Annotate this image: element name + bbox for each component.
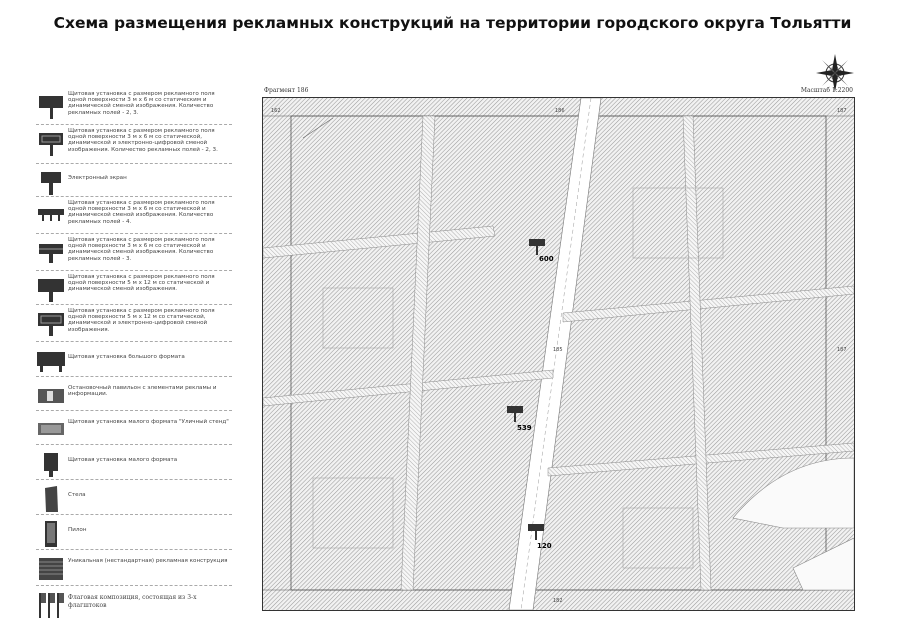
legend-text: Щитовая установка большого формата: [68, 354, 185, 360]
map-header: [262, 86, 855, 96]
legend-item: [36, 411, 232, 445]
legend-text: Остановочный павильон с элементами рекламы и информации.: [68, 385, 217, 398]
map-frame[interactable]: [262, 97, 855, 611]
legend-item: [36, 550, 232, 586]
grid-label: 186: [555, 108, 565, 114]
legend-text: Пилон: [68, 527, 87, 533]
legend-item: [36, 88, 232, 125]
fragment-label: Фрагмент 186: [264, 87, 309, 94]
legend-item: [36, 480, 232, 515]
billboard-3x6-icon: [36, 92, 66, 122]
legend-item: [36, 377, 232, 411]
legend-text: Щитовая установка с размером рекламного поля одной поверхности 3 м х 6 м со статической и динамической сменой изображения. Количество рекламных полей - 4.: [68, 200, 215, 225]
legend-text: Щитовая установка малого формата: [68, 457, 178, 463]
marker-label: 600: [539, 255, 554, 263]
legend-item: [36, 125, 232, 164]
city-format-icon: [36, 415, 66, 445]
legend-text: Щитовая установка с размером рекламного поля одной поверхности 3 м х 6 м со статической, динамической и электронно-цифровой сменой изображения. Количество рекламных полей - 2, 3.: [68, 128, 218, 153]
unique-structure-icon: [36, 554, 66, 584]
electronic-screen-icon: [36, 168, 66, 198]
billboard-3x6-four-icon: [36, 201, 66, 231]
grid-label: 187: [837, 347, 847, 353]
grid-label: 185: [553, 347, 563, 353]
small-format-icon: [36, 449, 66, 479]
legend-text: Электронный экран: [68, 175, 127, 181]
legend: [36, 88, 232, 620]
legend-item: [36, 586, 232, 620]
legend-item: [36, 445, 232, 480]
billboard-3x6-three-icon: [36, 238, 66, 268]
legend-item: [36, 164, 232, 197]
legend-text: Щитовая установка малого формата "Уличный стенд": [68, 419, 229, 425]
grid-label: 162: [271, 108, 281, 114]
large-format-icon: [36, 346, 66, 376]
legend-text: Стела: [68, 492, 86, 498]
legend-text: Щитовая установка с размером рекламного поля одной поверхности 3 м х 6 м со статической и динамической сменой изображения. Количество рекламных полей - 3.: [68, 237, 215, 262]
legend-text: Щитовая установка с размером рекламного поля одной поверхности 5 м х 12 м со статической, динамической и электронно-цифровой сменой изображения.: [68, 308, 215, 333]
legend-text: Уникальная (нестандартная) рекламная конструкция: [68, 558, 228, 564]
pavilion-icon: [36, 381, 66, 411]
billboard-3x6-digital-icon: [36, 129, 66, 159]
legend-text: Щитовая установка с размером рекламного поля одной поверхности 3 м х 6 м со статическим и динамической сменой изображения. Количество рекламных полей - 2, 3.: [68, 91, 215, 116]
legend-item: [36, 342, 232, 377]
grid-label: 182: [553, 598, 563, 604]
legend-item: [36, 271, 232, 305]
stela-icon: [36, 484, 66, 514]
legend-text: Щитовая установка с размером рекламного поля одной поверхности 5 м х 12 м со статической и динамической сменой изображения.: [68, 274, 215, 293]
legend-item: [36, 234, 232, 271]
pylon-icon: [36, 519, 66, 549]
legend-text: Флаговая композиция, состоящая из 3-х флагштоков: [68, 594, 197, 609]
billboard-5x12-icon: [36, 275, 66, 305]
grid-label: 187: [837, 108, 847, 114]
page-title: Схема размещения рекламных конструкций на территории городского округа Тольятти: [53, 14, 852, 32]
legend-item: [36, 197, 232, 234]
map-canvas: [263, 98, 854, 610]
flag-composition-icon: [36, 590, 66, 620]
marker-label: 120: [537, 542, 552, 550]
legend-item: [36, 305, 232, 342]
map-area: [262, 86, 855, 611]
marker-label: 539: [517, 424, 532, 432]
legend-item: [36, 515, 232, 550]
scale-label: Масштаб 1:2200: [800, 87, 853, 94]
billboard-5x12-digital-icon: [36, 309, 66, 339]
